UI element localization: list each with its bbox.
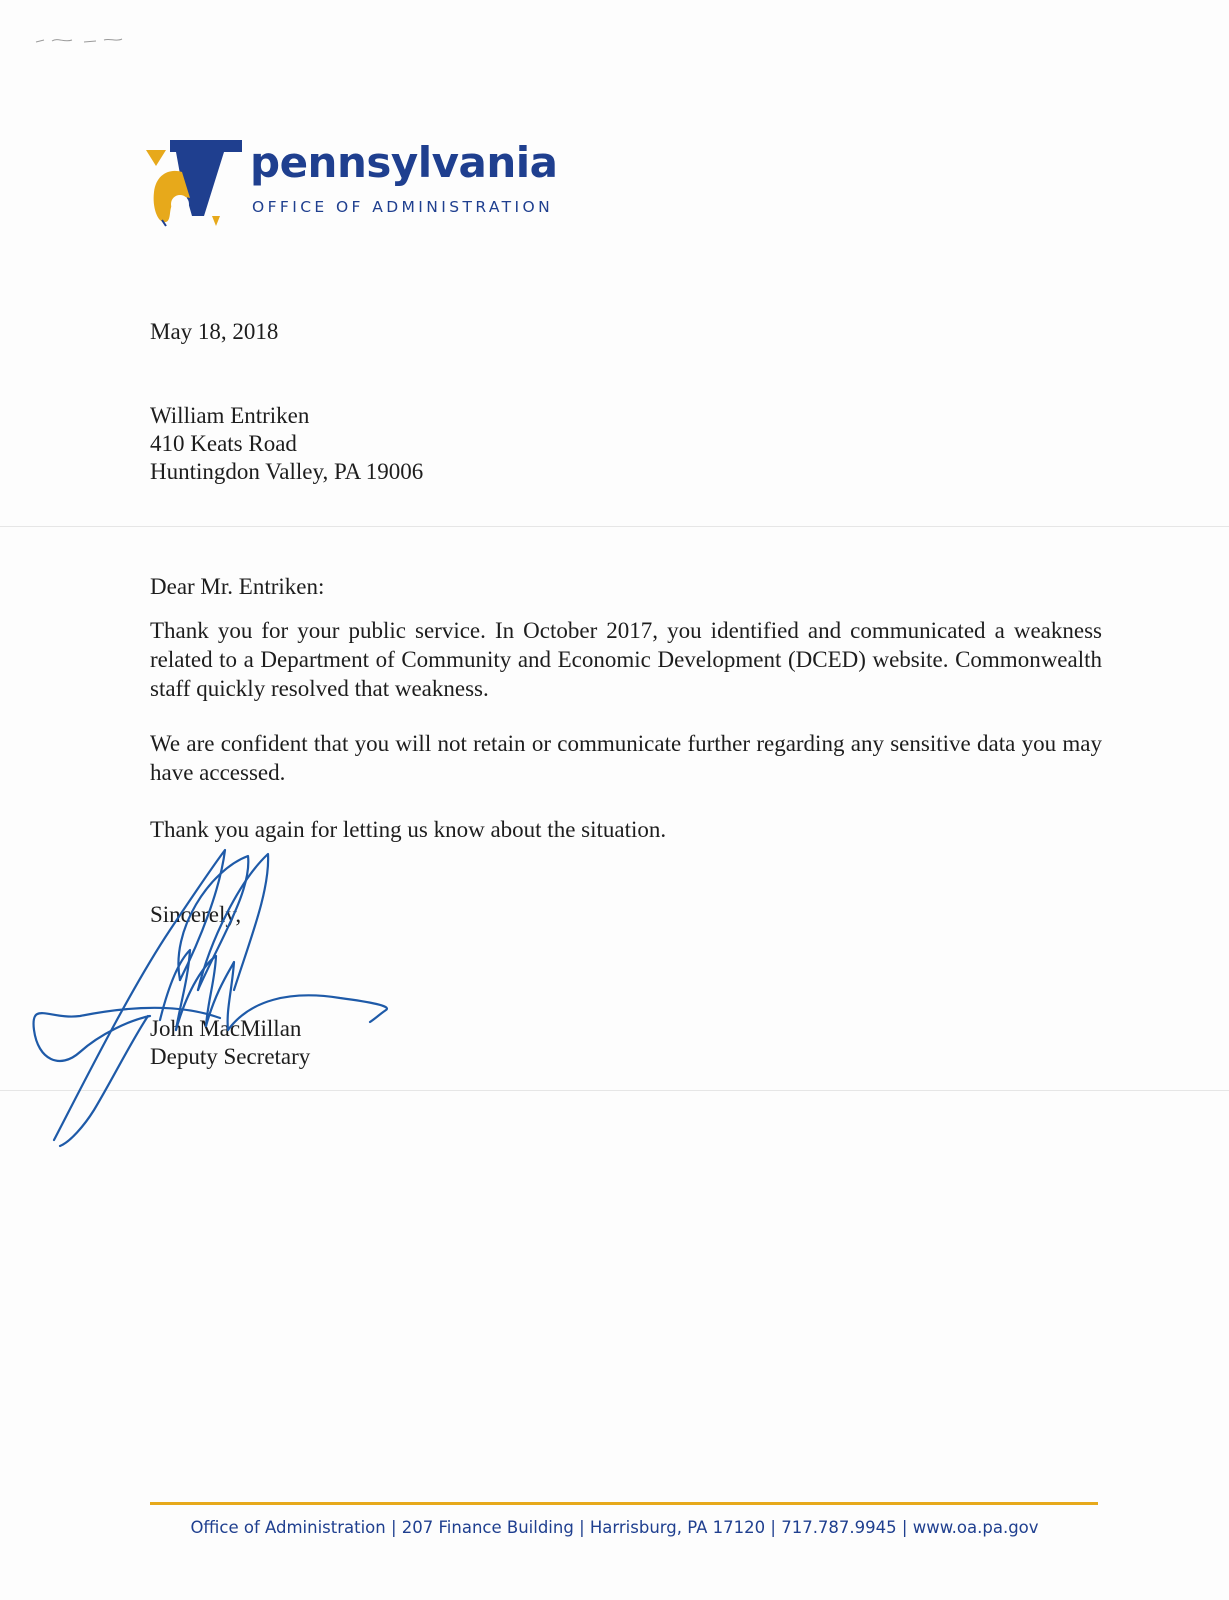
logo-subtitle: OFFICE OF ADMINISTRATION bbox=[252, 198, 554, 216]
keystone-logo-icon bbox=[146, 136, 242, 230]
closing: Sincerely, bbox=[150, 902, 242, 927]
body-paragraph: Thank you for your public service. In October 2017, you identified and communicated a weakness related to a Department of Community and Economic Development (DCED) website. Commonwealth staff quickly resolved that weakness. bbox=[150, 618, 1102, 701]
recipient-address bbox=[150, 402, 423, 486]
signer-title: Deputy Secretary bbox=[150, 1044, 311, 1069]
recipient-street: 410 Keats Road bbox=[150, 431, 297, 456]
handwritten-signature bbox=[20, 830, 410, 1150]
body-paragraph: Thank you again for letting us know about the situation. bbox=[150, 817, 667, 842]
salutation: Dear Mr. Entriken: bbox=[150, 574, 325, 599]
letter-date: May 18, 2018 bbox=[150, 319, 279, 344]
footer-rule bbox=[150, 1502, 1098, 1505]
scan-artifact bbox=[34, 34, 124, 46]
recipient-name: William Entriken bbox=[150, 403, 310, 428]
recipient-city: Huntingdon Valley, PA 19006 bbox=[150, 459, 424, 484]
signer-name: John MacMillan bbox=[150, 1016, 302, 1041]
logo-wordmark: pennsylvania bbox=[250, 138, 558, 187]
body-paragraph: We are confident that you will not retain or communicate further regarding any sensitive data you may have accessed. bbox=[150, 731, 1102, 785]
letterhead-logo bbox=[146, 136, 566, 236]
paper-fold-line bbox=[0, 526, 1229, 527]
footer-contact: Office of Administration | 207 Finance Building | Harrisburg, PA 17120 | 717.787.9945 | www.oa.pa.gov bbox=[190, 1518, 1039, 1537]
